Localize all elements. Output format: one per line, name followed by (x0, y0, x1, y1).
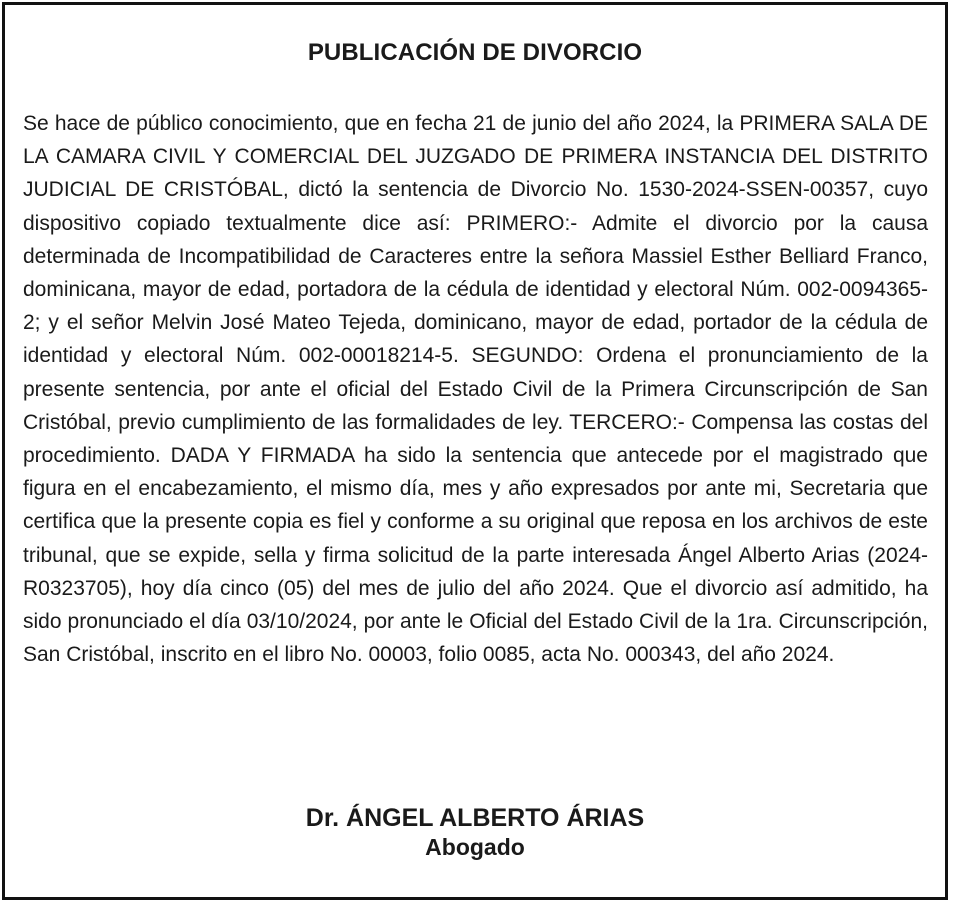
notice-body: Se hace de público conocimiento, que en fecha 21 de junio del año 2024, la PRIMERA SALA DE LA CAMARA CIVIL Y COMERCIAL DEL JUZGADO DE PRIMERA INSTANCIA DEL DISTRITO JUDICIAL DE CRISTÓBAL, dictó la sentencia de Divorcio No. 1530-2024-SSEN-00357, cuyo dispositivo copiado textualmente dice así: PRIMERO:- Admite el divorcio por la causa determinada de Incompatibilidad de Caracteres entre la señora Massiel Esther Belliard Franco, dominicana, mayor de edad, portadora de la cédula de identidad y electoral Núm. 002-0094365-2; y el señor Melvin José Mateo Tejeda, dominicano, mayor de edad, portador de la cédula de identidad y electoral Núm. 002-00018214-5. SEGUNDO: Ordena el pronunciamiento de la presente sentencia, por ante el oficial del Estado Civil de la Primera Circunscripción de San Cristóbal, previo cumplimiento de las formalidades de ley. TERCERO:- Compensa las costas del procedimiento. DADA Y FIRMADA ha sido la sentencia que antecede por el magistrado que figura en el encabezamiento, el mismo día, mes y año expresados por ante mi, Secretaria que certifica que la presente copia es fiel y conforme a su original que reposa en los archivos de este tribunal, que se expide, sella y firma solicitud de la parte interesada Ángel Alberto Arias (2024-R0323705), hoy día cinco (05) del mes de julio del año 2024. Que el divorcio así admitido, ha sido pronunciado el día 03/10/2024, por ante le Oficial del Estado Civil de la 1ra. Circunscripción, San Cristóbal, inscrito en el libro No. 00003, folio 0085, acta No. 000343, del año 2024. (23, 112, 928, 667)
notice-title: PUBLICACIÓN DE DIVORCIO (307, 39, 643, 66)
notice-frame (2, 2, 948, 900)
signature-name: Dr. ÁNGEL ALBERTO ÁRIAS (305, 804, 645, 832)
signature-role: Abogado (425, 834, 525, 860)
signature-block (5, 803, 945, 861)
